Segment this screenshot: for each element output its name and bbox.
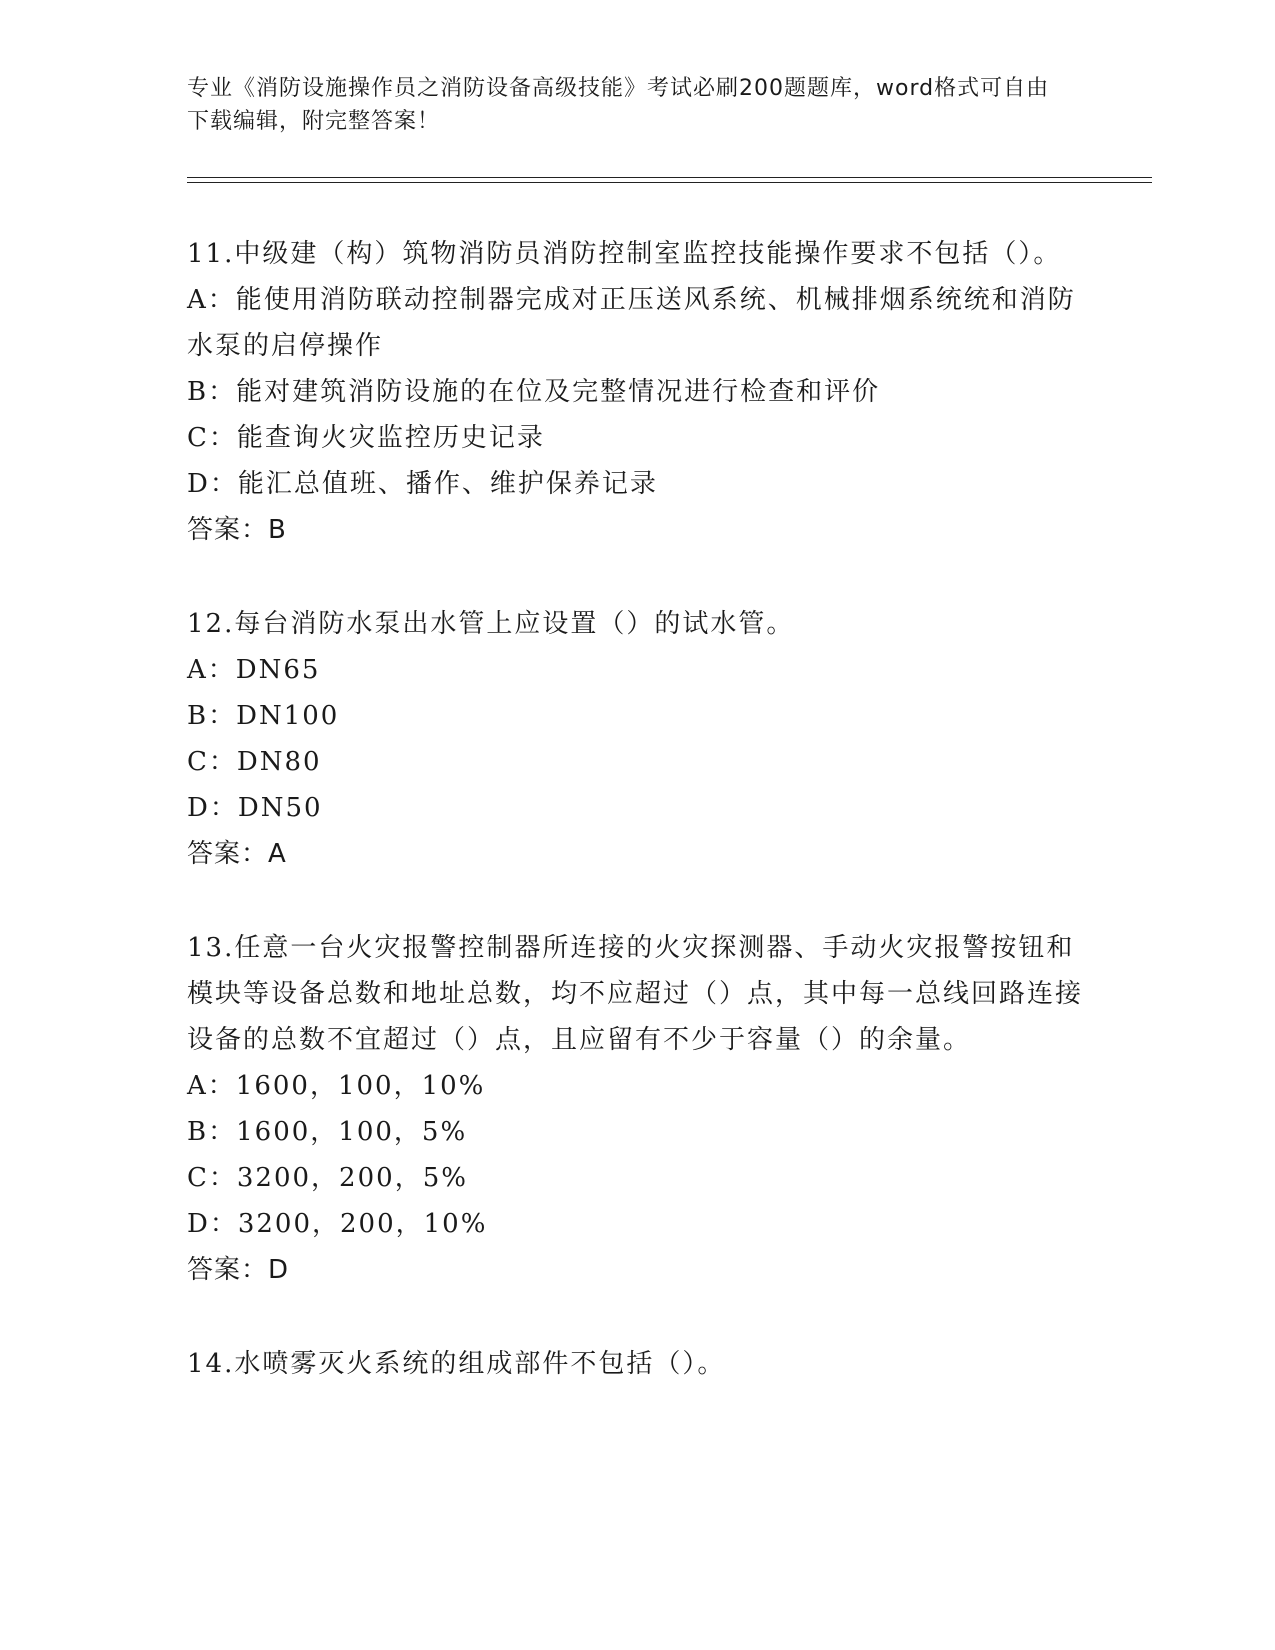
header-divider [187,177,1152,183]
question-stem: 13.任意一台火灾报警控制器所连接的火灾探测器、手动火灾报警按钮和模块等设备总数和地址总数，均不应超过（）点，其中每一总线回路连接设备的总数不宜超过（）点，且应留有不少于容量（）的余量。 [187,933,1084,1055]
option-c: C：能查询火灾监控历史记录 [187,423,545,453]
answer-line: 答案：A [187,839,287,869]
question-13 [187,925,1087,1293]
option-a: A：能使用消防联动控制器完成对正压送风系统、机械排烟系统统和消防水泵的启停操作 [187,285,1076,361]
option-c: C：DN80 [187,747,322,777]
option-b: B：1600，100，5% [187,1117,468,1147]
option-b: B：能对建筑消防设施的在位及完整情况进行检查和评价 [187,377,881,407]
option-b: B：DN100 [187,701,340,731]
question-list [187,231,1087,1435]
option-d: D：能汇总值班、播作、维护保养记录 [187,469,658,499]
option-a: A：1600，100，10% [187,1071,486,1101]
question-stem: 11.中级建（构）筑物消防员消防控制室监控技能操作要求不包括（）。 [187,239,1062,269]
answer-line: 答案：D [187,1255,290,1285]
option-d: D：DN50 [187,793,323,823]
option-a: A：DN65 [187,655,321,685]
question-14 [187,1341,1087,1387]
question-12 [187,601,1087,877]
question-stem: 12.每台消防水泵出水管上应设置（）的试水管。 [187,609,795,639]
question-stem: 14.水喷雾灭火系统的组成部件不包括（）。 [187,1349,726,1379]
option-c: C：3200，200，5% [187,1163,468,1193]
question-11 [187,231,1087,553]
option-d: D：3200，200，10% [187,1209,488,1239]
answer-line: 答案：B [187,515,287,545]
document-header: 专业《消防设施操作员之消防设备高级技能》考试必刷200题题库，word格式可自由下载编辑，附完整答案！ [187,76,1050,134]
